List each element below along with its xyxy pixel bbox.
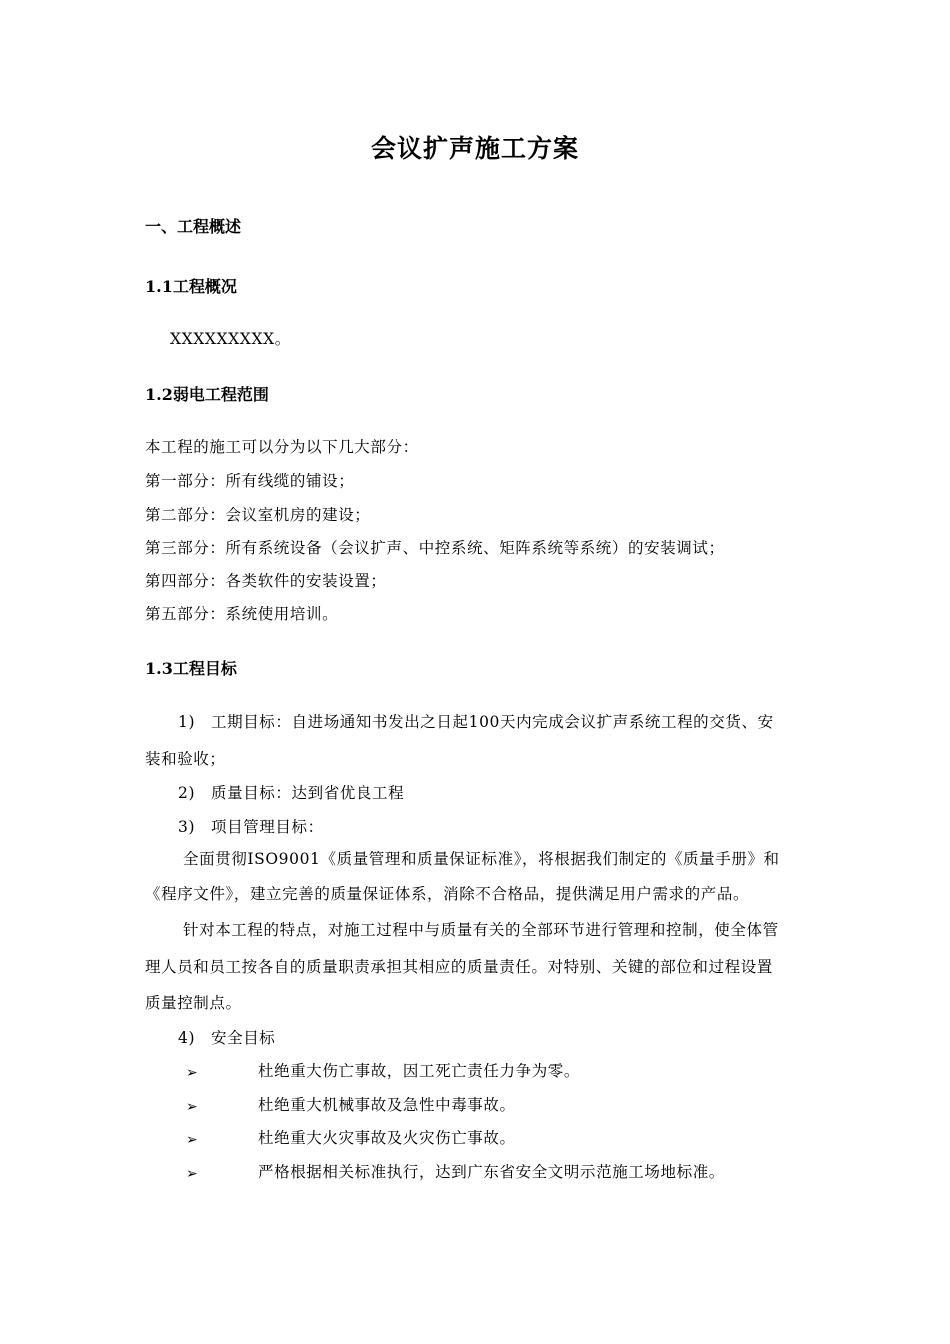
arrow-bullet-icon: ➢ <box>186 1065 198 1081</box>
goal-1-text-line-2: 装和验收； <box>145 750 226 768</box>
arrow-bullet-icon: ➢ <box>186 1132 198 1148</box>
safety-bullet-4: 严格根据相关标准执行，达到广东省安全文明示范施工场地标准。 <box>258 1163 725 1181</box>
scope-part-5: 第五部分：系统使用培训。 <box>145 605 339 623</box>
section-heading-overview: 一、工程概述 <box>145 217 242 236</box>
arrow-bullet-icon: ➢ <box>186 1099 198 1115</box>
safety-bullet-1: 杜绝重大伤亡事故，因工死亡责任力争为零。 <box>258 1062 581 1080</box>
document-title: 会议扩声施工方案 <box>370 134 579 163</box>
goal-4-number: 4) <box>178 1029 196 1047</box>
project-overview-text: XXXXXXXXX。 <box>170 330 291 348</box>
safety-bullet-2: 杜绝重大机械事故及急性中毒事故。 <box>258 1096 516 1114</box>
goal-1-number: 1) <box>178 713 196 731</box>
scope-part-4: 第四部分：各类软件的安装设置； <box>145 572 387 590</box>
scope-part-1: 第一部分：所有线缆的铺设； <box>145 472 355 490</box>
quality-para-1-line-2: 《程序文件》，建立完善的质量保证体系，消除不合格品，提供满足用户需求的产品。 <box>145 885 750 903</box>
quality-para-1-line-1: 全面贯彻ISO9001《质量管理和质量保证标准》，将根据我们制定的《质量手册》和 <box>183 850 780 868</box>
scope-intro: 本工程的施工可以分为以下几大部分： <box>145 438 419 456</box>
quality-para-2-line-3: 质量控制点。 <box>145 994 242 1012</box>
subsection-heading-1-3: 1.3工程目标 <box>145 659 237 678</box>
arrow-bullet-icon: ➢ <box>186 1166 198 1182</box>
goal-3-text: 项目管理目标： <box>211 818 324 836</box>
goal-2-text: 质量目标：达到省优良工程 <box>211 784 405 802</box>
goal-3-number: 3) <box>178 818 196 836</box>
scope-part-3: 第三部分：所有系统设备（会议扩声、中控系统、矩阵系统等系统）的安装调试； <box>145 539 725 557</box>
quality-para-2-line-2: 理人员和员工按各自的质量职责承担其相应的质量责任。对特别、关键的部位和过程设置 <box>145 958 773 976</box>
scope-part-2: 第二部分：会议室机房的建设； <box>145 506 371 524</box>
safety-bullet-3: 杜绝重大火灾事故及火灾伤亡事故。 <box>258 1129 516 1147</box>
subsection-heading-1-1: 1.1工程概况 <box>145 277 237 296</box>
goal-1-text-line-1: 工期目标：自进场通知书发出之日起100天内完成会议扩声系统工程的交货、安 <box>211 713 774 731</box>
goal-2-number: 2) <box>178 784 196 802</box>
subsection-heading-1-2: 1.2弱电工程范围 <box>145 385 269 404</box>
goal-4-text: 安全目标 <box>211 1029 276 1047</box>
quality-para-2-line-1: 针对本工程的特点，对施工过程中与质量有关的全部环节进行管理和控制，使全体管 <box>183 921 779 939</box>
